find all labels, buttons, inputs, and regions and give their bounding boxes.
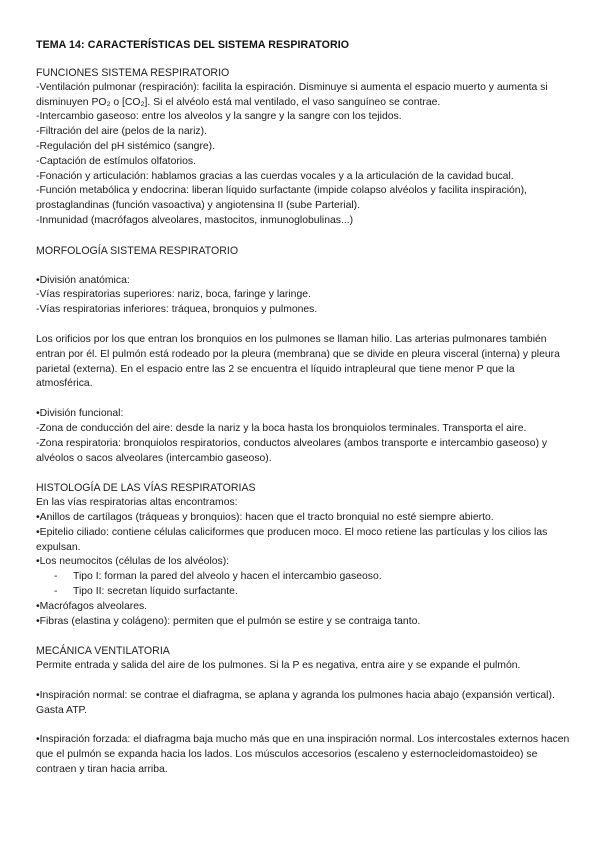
section-funciones	[36, 66, 572, 229]
text-line: •División funcional:	[36, 408, 124, 420]
paragraph: •Inspiración normal: se contrae el diafragma, se aplana y agranda los pulmones hacia abajo (expansión vertical). Gasta ATP.	[36, 689, 555, 716]
paragraph: •Inspiración forzada: el diafragma baja mucho más que en una inspiración normal. Los intercostales externos hacen que el pulmón se expanda hacia los lados. Los músculos accesorios (escaleno y esternocleidomastoideo) se contraen y tiran hacia arriba.	[36, 734, 570, 776]
section-mecanica	[36, 644, 572, 778]
text-line: -Vías respiratorias superiores: nariz, boca, faringe y laringe.	[36, 289, 311, 301]
text-line: -Vías respiratorias inferiores: tráquea, bronquios y pulmones.	[36, 304, 318, 316]
text-line: -Zona respiratoria: bronquiolos respiratorios, conductos alveolares (ambos transporte e intercambio gaseoso) y alvéolos o sacos alveolares (intercambio gaseoso).	[36, 437, 548, 464]
sub-item-text: Tipo II: secretan líquido surfactante.	[73, 585, 238, 597]
section-heading: FUNCIONES SISTEMA RESPIRATORIO	[36, 67, 230, 79]
section-histologia	[36, 481, 572, 629]
text-line: Permite entrada y salida del aire de los pulmones. Si la P es negativa, entra aire y se expande el pulmón.	[36, 660, 521, 672]
text-line: -Inmunidad (macrófagos alveolares, mastocitos, inmunoglobulinas...)	[36, 214, 354, 226]
sub-item-text: Tipo I: forman la pared del alveolo y hacen el intercambio gaseoso.	[73, 571, 382, 583]
text-line: -Ventilación pulmonar (respiración): facilita la espiración. Disminuye si aumenta el espacio muerto y aumenta si disminuyen PO₂ o [CO₂]. Si el alvéolo está mal ventilado, el vaso sanguíneo se contrae.	[36, 81, 548, 108]
list-item: •Macrófagos alveolares.	[36, 600, 148, 612]
text-line: -Captación de estímulos olfatorios.	[36, 155, 196, 167]
text-line: -Intercambio gaseoso: entre los alveolos y la sangre y la sangre con los tejidos.	[36, 111, 402, 123]
list-item: •Anillos de cartílagos (tráqueas y bronquios): hacen que el tracto bronquial no esté siempre abierto.	[36, 511, 494, 523]
text-line: -Zona de conducción del aire: desde la nariz y la boca hasta los bronquiolos terminales. Transporta el aire.	[36, 422, 527, 434]
paragraph: Los orificios por los que entran los bronquios en los pulmones se llaman hilio. Las arterias pulmonares también entran por él. El pulmón está rodeado por la pleura (membrana) que se divide en pleura visceral (interna) y pleura parietal (externa). En el espacio entre las 2 se encuentra el líquido intrapleural que tiene menor P que la atmosférica.	[36, 333, 560, 390]
section-heading: MORFOLOGÍA SISTEMA RESPIRATORIO	[36, 244, 239, 257]
text-line: -Fonación y articulación: hablamos gracias a las cuerdas vocales y a la articulación de la cavidad bucal.	[36, 170, 514, 182]
list-item: •Epitelio ciliado: contiene células caliciformes que producen moco. El moco retiene las partículas y los cilios las expulsan.	[36, 526, 548, 553]
section-morfologia	[36, 244, 572, 467]
text-line: En las vías respiratorias altas encontramos:	[36, 497, 238, 509]
text-line: -Función metabólica y endocrina: liberan líquido surfactante (impide colapso alvéolos y facilita inspiración), prostaglandinas (función vasoactiva) y angiotensina II (sube Parterial).	[36, 185, 527, 212]
text-line: -Filtración del aire (pelos de la nariz).	[36, 126, 207, 138]
section-heading: HISTOLOGÍA DE LAS VÍAS RESPIRATORIAS	[36, 482, 256, 495]
document-title: TEMA 14: CARACTERÍSTICAS DEL SISTEMA RESPIRATORIO	[36, 39, 350, 51]
list-item: •Fibras (elastina y colágeno): permiten que el pulmón se estire y se contraiga tanto.	[36, 615, 421, 627]
text-line: •División anatómica:	[36, 274, 130, 286]
text-line: -Regulación del pH sistémico (sangre).	[36, 140, 216, 152]
dash-marker: -	[54, 585, 58, 597]
section-heading: MECÁNICA VENTILATORIA	[36, 645, 170, 658]
document-content	[36, 38, 572, 778]
dash-marker: -	[54, 571, 58, 583]
list-item: •Los neumocitos (células de los alvéolos):	[36, 556, 230, 568]
sub-list-item	[36, 570, 572, 585]
sub-list-item	[36, 585, 572, 600]
